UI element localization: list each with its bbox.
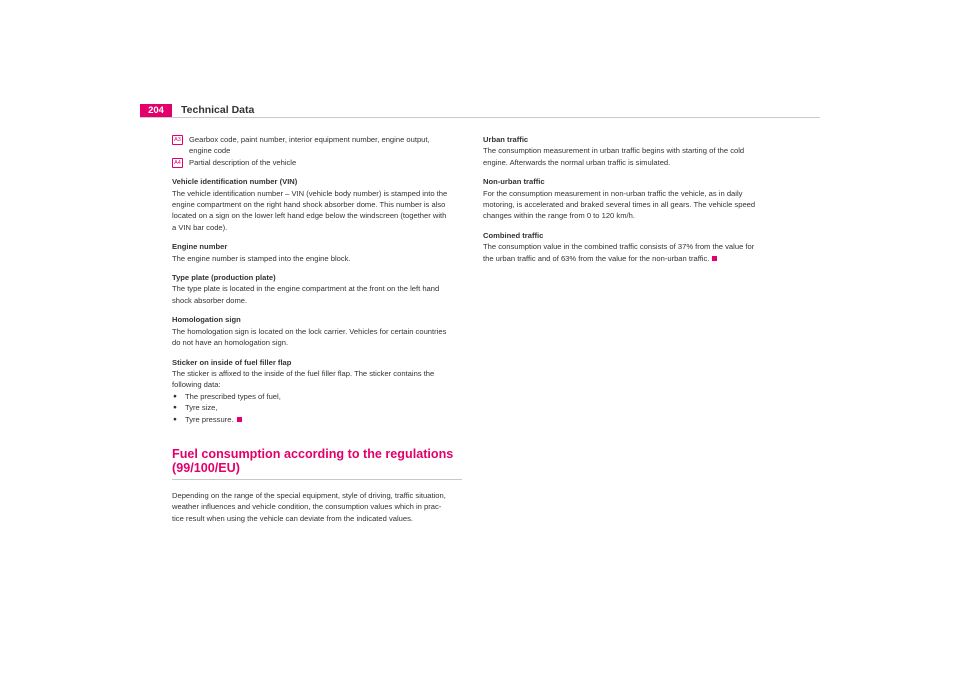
urban-heading: Urban traffic	[483, 135, 529, 144]
type-plate-heading: Type plate (production plate)	[172, 273, 276, 283]
section-heading-line: Fuel consumption according to the regulations	[172, 446, 454, 461]
ref-item-a4	[172, 157, 462, 168]
bullet-item	[172, 402, 462, 413]
body-line: shock absorber dome.	[172, 295, 248, 305]
ref-text-line: Partial description of the vehicle	[189, 157, 297, 167]
section-heading	[172, 447, 462, 480]
engine-number-heading: Engine number	[172, 242, 228, 252]
body-line: For the consumption measurement in non-urban traffic the vehicle, as in daily	[483, 188, 743, 198]
sticker-heading: Sticker on inside of fuel filler flap	[172, 357, 292, 367]
body-line: The type plate is located in the engine compartment at the front on the left hand	[172, 284, 440, 294]
ref-text-line: Gearbox code, paint number, interior equipment number, engine output,	[189, 135, 430, 144]
ref-item-a3	[172, 134, 462, 157]
right-column	[483, 134, 775, 264]
end-mark-icon	[237, 417, 242, 422]
vin-body	[172, 188, 462, 234]
body-line: a VIN bar code).	[172, 222, 228, 232]
bullet-item	[172, 391, 462, 402]
page-number: 204	[140, 104, 172, 117]
body-line: The engine number is stamped into the engine block.	[172, 253, 351, 263]
body-line: The consumption measurement in urban traffic begins with starting of the cold	[483, 146, 745, 156]
body-line: weather influences and vehicle condition, the consumption values which in prac-	[172, 502, 442, 512]
non-urban-heading: Non-urban traffic	[483, 177, 545, 187]
header-rule	[140, 117, 820, 118]
section-heading-line: (99/100/EU)	[172, 461, 240, 476]
bullet-text: The prescribed types of fuel,	[185, 391, 281, 401]
body-line: The sticker is affixed to the inside of the fuel filler flap. The sticker contains the	[172, 368, 435, 378]
ref-badge-icon: A4	[172, 158, 183, 168]
end-mark-icon	[712, 256, 717, 261]
homologation-heading: Homologation sign	[172, 315, 241, 325]
body-line: Depending on the range of the special equipment, style of driving, traffic situation,	[172, 490, 446, 500]
body-line: following data:	[172, 380, 221, 390]
bullet-text: Tyre pressure.	[185, 414, 234, 424]
ref-badge-icon: A3	[172, 135, 183, 145]
section-intro	[172, 490, 462, 524]
body-line: tice result when using the vehicle can deviate from the indicated values.	[172, 513, 414, 523]
body-line: The consumption value in the combined traffic consists of 37% from the value for	[483, 242, 755, 252]
body-line: The vehicle identification number – VIN (vehicle body number) is stamped into the	[172, 188, 448, 198]
page-title: Technical Data	[181, 104, 255, 116]
body-line: do not have an homologation sign.	[172, 338, 289, 348]
bullet-text: Tyre size,	[185, 403, 218, 413]
body-text: the urban traffic and of 63% from the value for the non-urban traffic.	[483, 253, 710, 263]
body-line: located on a sign on the lower left hand edge below the windscreen (together with	[172, 211, 447, 221]
vin-heading: Vehicle identification number (VIN)	[172, 177, 298, 187]
body-line	[483, 253, 775, 264]
combined-heading: Combined traffic	[483, 230, 544, 240]
body-line: engine. Afterwards the normal urban traffic is simulated.	[483, 157, 671, 167]
body-line: changes within the range from 0 to 120 km/h.	[483, 211, 635, 221]
left-column	[172, 134, 462, 524]
body-line: The homologation sign is located on the lock carrier. Vehicles for certain countries	[172, 326, 447, 336]
bullet-item	[172, 414, 462, 425]
ref-text-line: engine code	[189, 146, 231, 156]
body-line: motoring, is accelerated and braked several times in all gears. The vehicle speed	[483, 200, 756, 210]
body-line: engine compartment on the right hand shock absorber dome. This number is also	[172, 200, 446, 210]
